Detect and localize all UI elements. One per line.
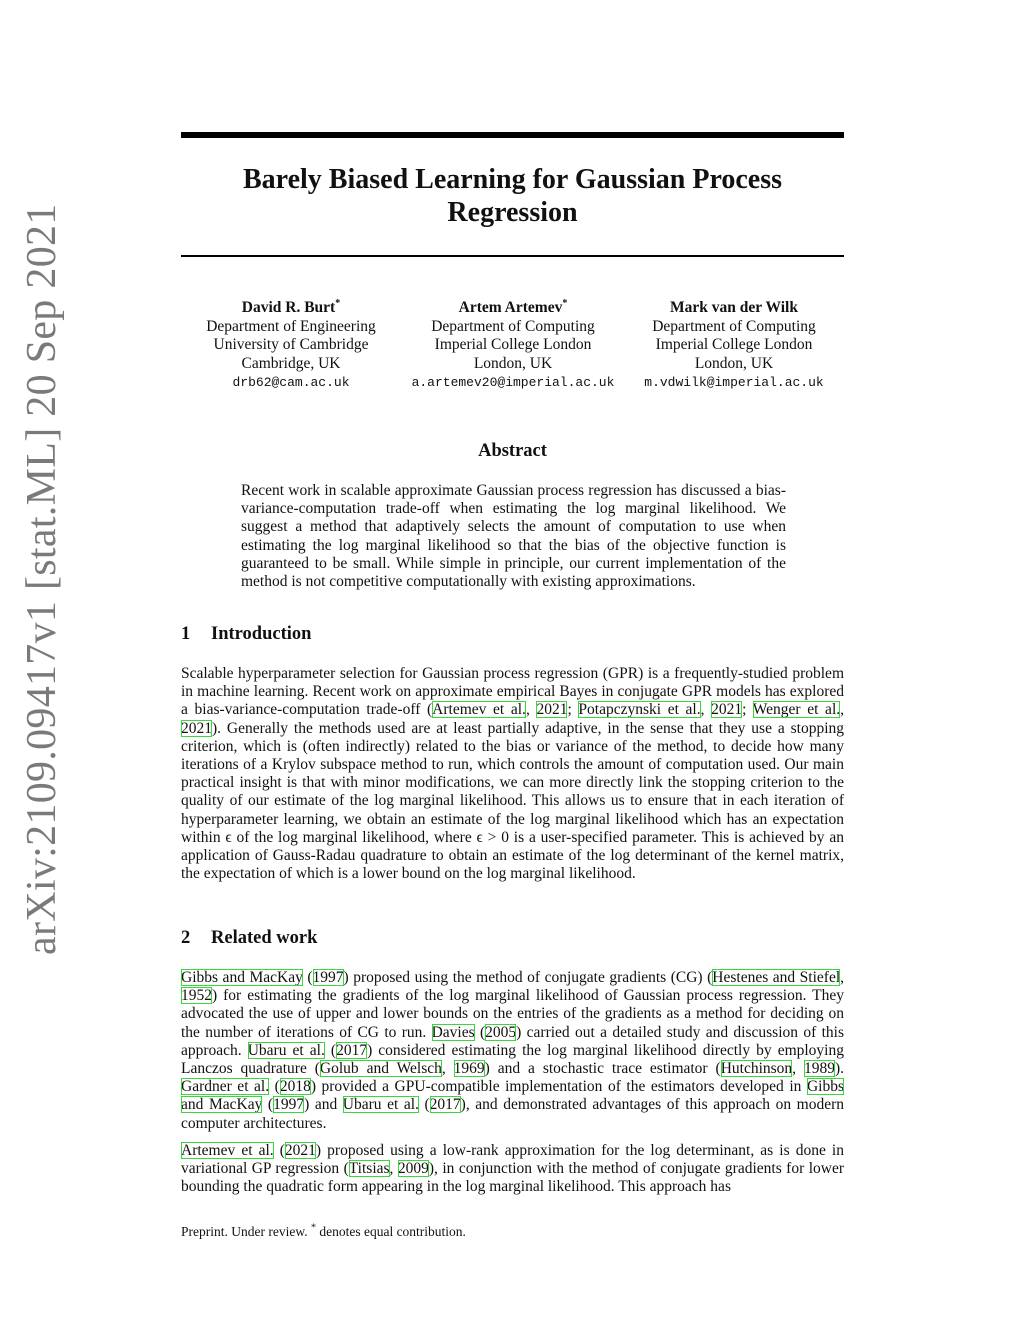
citation-year-link[interactable]: 2021 [181,719,212,737]
section-title: Related work [211,928,318,948]
author-email[interactable]: drb62@cam.ac.uk [232,375,350,390]
body-text: ( [273,1142,285,1159]
equal-contribution-mark: * [335,297,341,309]
abstract-heading: Abstract [478,441,547,461]
author-name: Artem Artemev [458,299,563,316]
citation-year-link[interactable]: 1989 [803,1060,835,1078]
author-location: London, UK [694,354,774,372]
arxiv-identifier-stamp: arXiv:2109.09417v1 [stat.ML] 20 Sep 2021 [19,203,65,955]
citation-year-link[interactable]: 2018 [279,1078,311,1096]
section-heading-related-work [181,928,317,949]
body-text: ). [834,1060,844,1078]
body-text: ) considered estimating the log marginal likelihood directly by employing Lanczos quadrature ( [181,1041,844,1078]
author-institution: University of Cambridge [213,336,369,353]
citation-link[interactable]: Hestenes and Stiefel [712,969,841,986]
body-text: ( [302,969,313,986]
author-name: Mark van der Wilk [670,299,798,316]
author-name: David R. Burt [241,299,336,316]
citation-link[interactable]: Davies [431,1023,475,1041]
paper-title: Barely Biased Learning for Gaussian Process Regression [242,164,783,228]
citation-link[interactable]: Golub and Welsch [319,1060,442,1078]
footnote-mark: * [310,1222,316,1234]
body-text: ; [567,701,579,719]
author-location: London, UK [473,354,553,372]
author-institution: Imperial College London [655,336,813,353]
body-text: ( [418,1096,430,1114]
body-text: ) proposed using the method of conjugate gradients (CG) ( [343,969,713,986]
body-text: ) and [304,1096,343,1114]
author-email[interactable]: m.vdwilk@imperial.ac.uk [644,375,824,390]
author-institution: Imperial College London [434,336,592,353]
citation-year-link[interactable]: 2005 [485,1023,517,1041]
related-work-paragraph-1 [181,969,844,1133]
citation-year-link[interactable]: 2021 [536,701,568,719]
body-text: ), in conjunction with the method of conjugate gradients for lower bounding the quadratic form appearing in the log marginal likelihood. This approach has [181,1160,844,1196]
citation-year-link[interactable]: 1997 [312,969,344,986]
body-text: ( [269,1078,280,1096]
title-bottom-rule [181,255,844,257]
citation-link[interactable]: Artemev et al. [181,1142,274,1159]
body-text: Scalable hyperparameter selection for Gaussian process regression (GPR) is a frequently-studied problem in machine learning. Recent work on approximate empirical Bayes in conjugate GPR models has explored a bias-variance-computation trade-off ( [181,665,844,719]
author-email[interactable]: a.artemev20@imperial.ac.uk [411,375,615,390]
body-text: ( [324,1041,337,1059]
body-text: , [840,969,845,986]
citation-link[interactable]: Artemev et al. [432,701,526,719]
citation-link[interactable]: Gibbs and MacKay [181,969,303,986]
equal-contribution-mark: * [562,297,568,309]
section-title: Introduction [211,624,312,644]
citation-year-link[interactable]: 1952 [181,987,212,1005]
abstract-text: Recent work in scalable approximate Gaussian process regression has discussed a bias-variance-computation trade-off when estimating the log marginal likelihood. We suggest a method that adaptively selects the amount of computation to use when estimating the log marginal likelihood so that the bias of the objective function is guaranteed to be small. While simple in principle, our current implementation of the method is not competitive computationally with existing approximations. [241,482,786,591]
body-text: ) and a stochastic trace estimator ( [484,1060,721,1078]
body-text: ) provided a GPU-compatible implementation of the estimators developed in [310,1078,807,1096]
author-2 [407,299,619,393]
body-text: , [389,1160,398,1178]
citation-year-link[interactable]: 2021 [711,701,743,719]
section-number: 2 [181,928,191,948]
body-text: ; [742,701,753,719]
citation-year-link[interactable]: 2017 [336,1041,368,1059]
citation-year-link[interactable]: 2017 [429,1096,461,1114]
citation-link[interactable]: Gardner et al. [181,1078,270,1096]
body-text: ). Generally the methods used are at least partially adaptive, in the sense that they use a stopping criterion, which is (often indirectly) related to the bias or variance of the method, to decide how many iterations of a Krylov subspace method to run, which controls the amount of computation used. Our main practical insight is that with minor modifications, we can more directly link the stopping criterion to the quality of our estimate of the log marginal likelihood. This allows us to ensure that in each iteration of hyperparameter learning, we obtain an estimate of the log marginal likelihood which has an expectation within ϵ of the log marginal likelihood, where ϵ > 0 is a user-specified parameter. This is achieved by an application of Gauss-Radau quadrature to obtain an estimate of the log determinant of the kernel matrix, the expectation of which is a lower bound on the log marginal likelihood. [181,719,844,883]
author-1 [191,299,391,393]
related-work-paragraph-2 [181,1142,844,1197]
section-number: 1 [181,624,191,644]
body-text: ( [262,1096,274,1114]
body-text: , [441,1060,454,1078]
citation-link[interactable]: Ubaru et al. [342,1096,419,1114]
citation-link[interactable]: Potapczynski et al. [578,701,701,719]
body-text: , [525,701,537,719]
citation-year-link[interactable]: 1969 [453,1060,485,1078]
section-heading-introduction [181,624,311,645]
citation-year-link[interactable]: 2021 [284,1142,316,1159]
body-text: , [700,701,712,719]
preprint-note: Preprint. Under review. [181,1224,308,1239]
body-text: ( [474,1023,486,1041]
citation-link[interactable]: Ubaru et al. [247,1041,325,1059]
author-location: Cambridge, UK [241,354,341,372]
body-text: ), and demonstrated advantages of this approach on modern computer architectures. [181,1096,845,1132]
citation-year-link[interactable]: 1997 [273,1096,305,1114]
citation-link[interactable]: Hutchinson [720,1060,793,1078]
equal-contribution-note: denotes equal contribution. [319,1224,466,1239]
citation-link[interactable]: Titsias [348,1160,390,1178]
body-text: , [840,701,844,719]
body-text: , [792,1060,804,1078]
footnote [181,1224,466,1240]
citation-year-link[interactable]: 2009 [397,1160,429,1178]
author-department: Department of Computing [431,317,595,335]
author-department: Department of Computing [652,317,816,335]
body-text: ) for estimating the gradients of the log marginal likelihood of Gaussian process regression. They advocated the use of upper and lower bounds on the entries of the gradients as a method for deciding on the number of iterations of CG to run. [181,987,844,1041]
author-department: Department of Engineering [206,317,376,335]
body-text: ) proposed using a low-rank approximation for the log determinant, as is done in variational GP regression ( [181,1142,844,1178]
citation-link[interactable]: Wenger et al. [752,701,841,719]
body-text: ) carried out a detailed study and discussion of this approach. [181,1023,844,1059]
author-3 [637,299,831,393]
title-top-rule [181,132,844,138]
citation-link[interactable]: Gibbs and MacKay [181,1078,844,1114]
introduction-paragraph [181,665,844,883]
